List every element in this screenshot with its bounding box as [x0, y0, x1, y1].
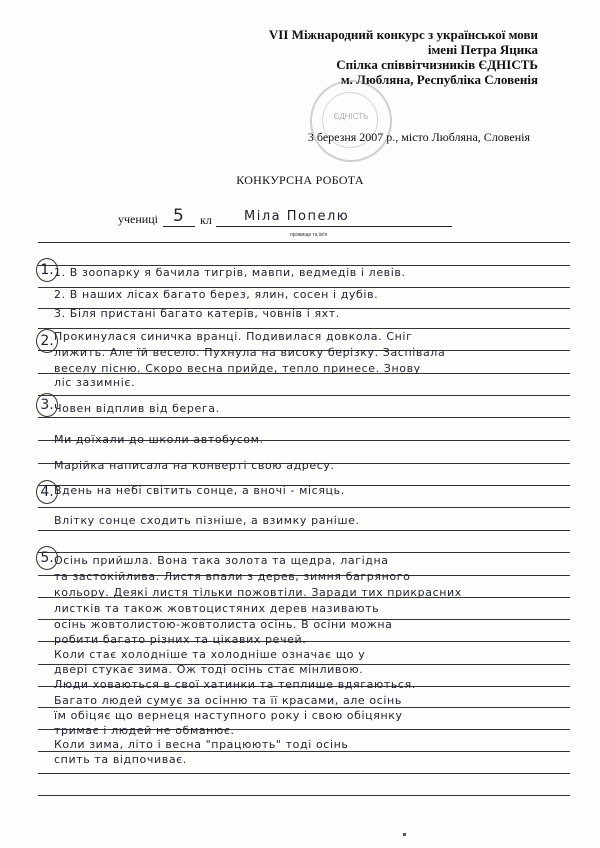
ruled-line [38, 751, 570, 752]
ruled-line [38, 707, 570, 708]
handwritten-line: тримає і людей не обманює. [54, 724, 235, 737]
ruled-line [38, 795, 570, 796]
handwritten-line: листків та також жовтоцистяних дерев називають [54, 602, 380, 615]
handwritten-line: спить та відпочиває. [54, 753, 187, 766]
handwritten-line: Осінь прийшла. Вона така золота та щедра, лагідна [54, 554, 389, 567]
handwritten-line: лижить. Але їй весело. Пухнула на високу берізку. Заспівала [54, 346, 446, 359]
student-name-field [216, 209, 452, 227]
header-contest-name: імені Петра Яцика [427, 42, 538, 57]
student-name: Міла Попелю [244, 209, 350, 224]
handwritten-line: Ми доїхали до школи автобусом. [54, 433, 264, 446]
page-mark [403, 833, 406, 836]
task-number-circle: 1. [36, 258, 58, 282]
ruled-line [38, 242, 570, 243]
handwritten-line: Влітку сонце сходить пізніше, а взимку раніше. [54, 514, 360, 527]
handwritten-line: кольору. Деякі листя тільки пожовтіли. Заради тих прикрасних [54, 586, 462, 599]
handwritten-line: Прокинулася синичка вранці. Подивилася довкола. Сніг [54, 330, 413, 343]
handwritten-line: 3. Біля пристані багато катерів, човнів і яхт. [54, 307, 340, 320]
ruled-line [38, 552, 570, 553]
page-title: КОНКУРСНА РОБОТА [236, 173, 364, 187]
handwritten-line: Коли зима, літо і весна "працюють" тоді осінь [54, 738, 349, 751]
ruled-line [38, 507, 570, 508]
handwritten-line: їм обіцяє що вернеця наступного року і свою обіцянку [54, 709, 403, 722]
class-number: 5 [173, 206, 184, 226]
ruled-line [38, 417, 570, 418]
handwritten-line: 1. В зоопарку я бачила тигрів, мавпи, ведмедів і левів. [54, 266, 406, 279]
handwritten-line: Човен відплив від берега. [54, 402, 220, 415]
student-name-hint: прізвище та ім'я [290, 232, 328, 238]
header-contest-title: VII Міжнародний конкурс з української мови [268, 27, 538, 42]
task-number-circle: 5. [36, 546, 58, 570]
handwritten-line: веселу пісню. Скоро весна прийде, тепло принесе. Знову [54, 362, 421, 375]
handwritten-line: ліс зазимніє. [54, 376, 136, 389]
student-label: учениці [118, 212, 158, 226]
header-location: м. Любляна, Республіка Словенія [340, 72, 538, 87]
ruled-line [38, 328, 570, 329]
student-line [118, 212, 158, 227]
ruled-line [38, 773, 570, 774]
handwritten-line: Коли стає холодніше та холодніше означає що у [54, 648, 366, 661]
ruled-line [38, 395, 570, 396]
handwritten-line: робити багато різних та цікавих речей. [54, 633, 307, 646]
header-organization: Спілка співвітчизників ЄДНІСТЬ [336, 57, 538, 72]
stamp-text: ЄДНІСТЬ [333, 112, 369, 121]
handwritten-line: та застокійлива. Листя впали з дерев, зимня багряного [54, 570, 411, 583]
header-date: 3 березня 2007 р., місто Любляна, Словенія [307, 130, 530, 144]
task-number-circle: 3. [36, 393, 58, 417]
handwritten-line: Багато людей сумує за осінню та її красами, але осінь [54, 694, 402, 707]
handwritten-line: Марійка написала на конверті свою адресу. [54, 459, 335, 472]
ruled-line [38, 530, 570, 531]
handwritten-line: Люди ховаються в свої хатинки та теплише вдягаються. [54, 678, 416, 691]
class-label: кл [200, 213, 212, 227]
task-number-circle: 2. [36, 329, 58, 353]
handwritten-line: осінь жовтолистою-жовтолиста осінь. В осіни можна [54, 618, 393, 631]
handwritten-line: Вдень на небі світить сонце, а вночі - місяць. [54, 484, 345, 497]
organization-stamp [310, 80, 392, 162]
task-number-circle: 4. [36, 480, 58, 504]
handwritten-line: двері стукає зима. Ож тоді осінь стає мінливою. [54, 663, 364, 676]
class-number-field [163, 206, 195, 227]
handwritten-line: 2. В наших лісах багато берез, ялин, сосен і дубів. [54, 288, 379, 301]
